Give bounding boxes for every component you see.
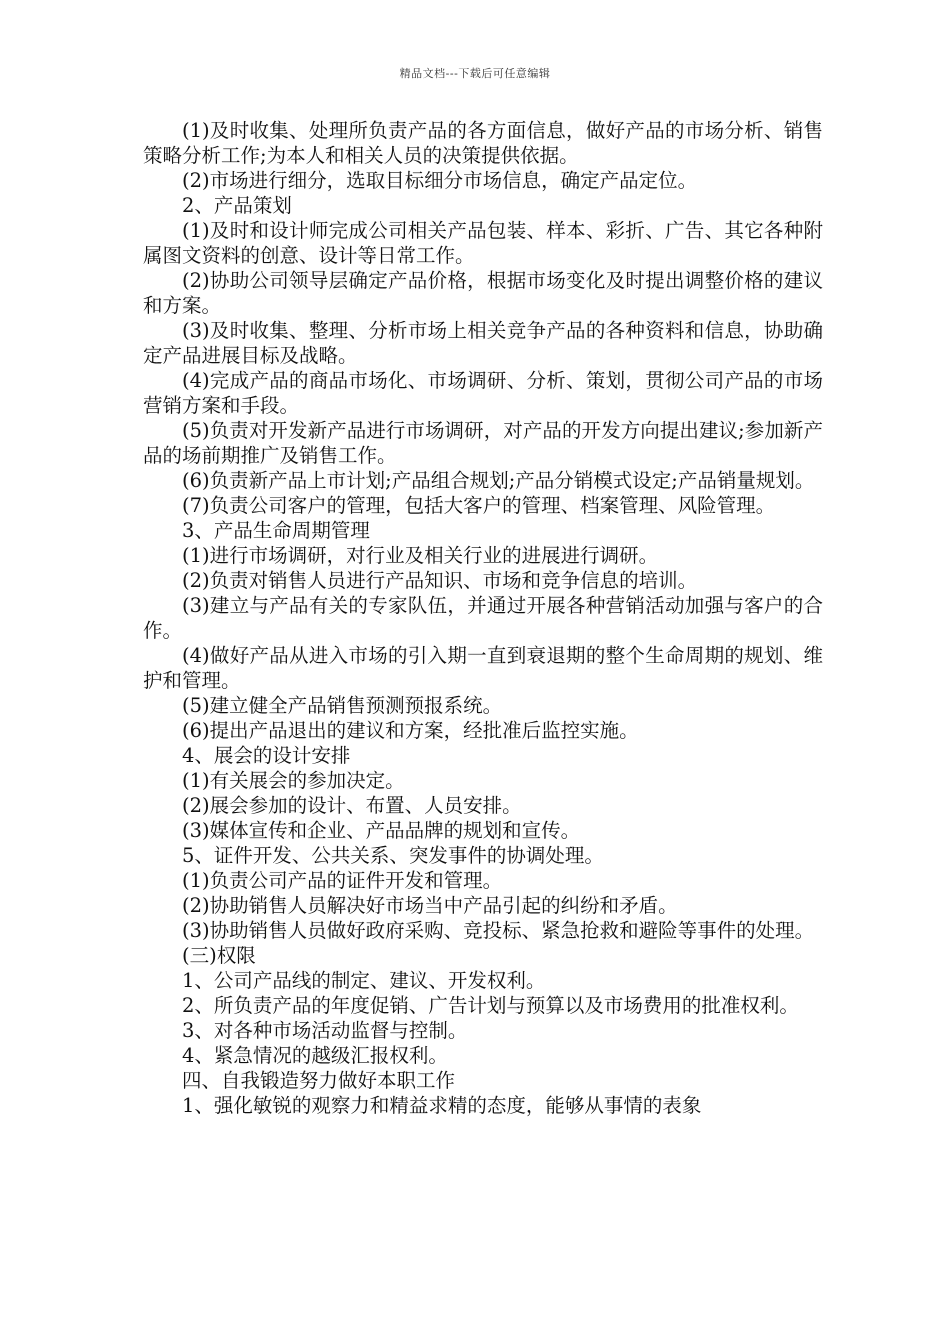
section-heading: 2、产品策划 [182,194,292,217]
paragraph: (2)负责对销售人员进行产品知识、市场和竞争信息的培训。 [182,569,698,592]
page-header: 精品文档---下载后可任意编辑 [399,67,551,80]
paragraph: (5)负责对开发新产品进行市场调研，对产品的开发方向提出建议;参加新产品的场前期推广及销售工作。 [143,419,823,467]
paragraph: (3)媒体宣传和企业、产品品牌的规划和宣传。 [182,819,581,842]
paragraph: (4)做好产品从进入市场的引入期一直到衰退期的整个生命周期的规划、维护和管理。 [143,644,823,692]
paragraph: (3)协助销售人员做好政府采购、竞投标、紧急抢救和避险等事件的处理。 [182,919,815,942]
paragraph: (1)及时和设计师完成公司相关产品包装、样本、彩折、广告、其它各种附属图文资料的创意、设计等日常工作。 [143,219,823,267]
paragraph: 3、对各种市场活动监督与控制。 [182,1019,468,1042]
paragraph: (1)及时收集、处理所负责产品的各方面信息，做好产品的市场分析、销售策略分析工作;为本人和相关人员的决策提供依据。 [143,119,823,167]
paragraph: (1)有关展会的参加决定。 [182,769,405,792]
section-heading: 4、展会的设计安排 [182,744,351,767]
document-body [143,118,823,1118]
paragraph: (2)协助销售人员解决好市场当中产品引起的纠纷和矛盾。 [182,894,678,917]
paragraph: (2)展会参加的设计、布置、人员安排。 [182,794,522,817]
paragraph: (4)完成产品的商品市场化、市场调研、分析、策划，贯彻公司产品的市场营销方案和手段。 [143,369,823,417]
paragraph: (5)建立健全产品销售预测预报系统。 [182,694,503,717]
paragraph: (2)协助公司领导层确定产品价格，根据市场变化及时提出调整价格的建议和方案。 [143,269,823,317]
section-heading: 四、自我锻造努力做好本职工作 [182,1069,456,1092]
paragraph: (6)负责新产品上市计划;产品组合规划;产品分销模式设定;产品销量规划。 [182,469,815,492]
paragraph: (7)负责公司客户的管理，包括大客户的管理、档案管理、风险管理。 [182,494,776,517]
paragraph: (6)提出产品退出的建议和方案，经批准后监控实施。 [182,719,639,742]
section-heading: (三)权限 [182,944,256,967]
section-heading: 5、证件开发、公共关系、突发事件的协调处理。 [182,844,604,867]
paragraph: 1、公司产品线的制定、建议、开发权利。 [182,969,546,992]
paragraph: (3)及时收集、整理、分析市场上相关竞争产品的各种资料和信息，协助确定产品进展目标及战略。 [143,319,823,367]
paragraph: 4、紧急情况的越级汇报权利。 [182,1044,448,1067]
paragraph: (2)市场进行细分，选取目标细分市场信息，确定产品定位。 [182,169,698,192]
paragraph: (1)进行市场调研，对行业及相关行业的进展进行调研。 [182,544,659,567]
paragraph: (3)建立与产品有关的专家队伍，并通过开展各种营销活动加强与客户的合作。 [143,594,823,642]
section-heading: 3、产品生命周期管理 [182,519,370,542]
paragraph: (1)负责公司产品的证件开发和管理。 [182,869,503,892]
paragraph: 2、所负责产品的年度促销、广告计划与预算以及市场费用的批准权利。 [182,994,799,1017]
paragraph: 1、强化敏锐的观察力和精益求精的态度，能够从事情的表象 [182,1094,702,1117]
